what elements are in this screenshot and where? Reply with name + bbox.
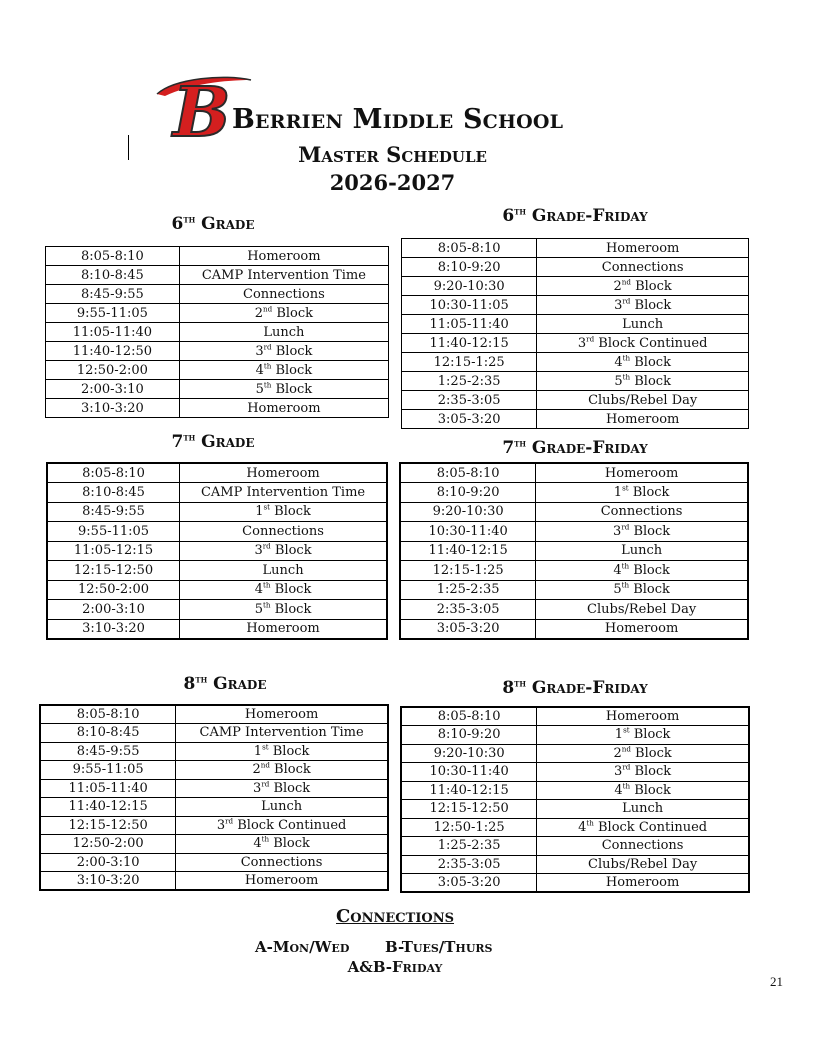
schedule-row bbox=[402, 258, 749, 277]
time-cell: 2:35-3:05 bbox=[402, 391, 537, 410]
time-cell: 11:40-12:50 bbox=[46, 342, 180, 361]
activity-cell: Lunch bbox=[536, 541, 748, 561]
time-cell: 3:05-3:20 bbox=[402, 410, 537, 429]
time-cell: 12:15-1:25 bbox=[400, 561, 536, 581]
activity-cell: 4th Block bbox=[176, 835, 388, 854]
schedule-row bbox=[401, 855, 749, 874]
grade-8-friday-schedule-table bbox=[400, 706, 750, 893]
schedule-row bbox=[400, 502, 748, 522]
time-cell: 9:20-10:30 bbox=[401, 744, 537, 763]
schedule-row bbox=[400, 541, 748, 561]
schedule-row bbox=[400, 522, 748, 542]
schedule-row bbox=[402, 334, 749, 353]
activity-cell: 2nd Block bbox=[176, 761, 388, 780]
activity-cell: Homeroom bbox=[536, 619, 748, 639]
time-cell: 11:05-11:40 bbox=[46, 323, 180, 342]
activity-cell: 4th Block bbox=[179, 361, 388, 380]
activity-cell: CAMP Intervention Time bbox=[179, 266, 388, 285]
activity-cell: 3rd Block bbox=[537, 296, 749, 315]
time-cell: 2:00-3:10 bbox=[40, 853, 176, 872]
schedule-row bbox=[401, 837, 749, 856]
activity-cell: 4th Block bbox=[537, 353, 749, 372]
time-cell: 12:15-12:50 bbox=[40, 816, 176, 835]
activity-cell: 4th Block bbox=[537, 781, 749, 800]
activity-cell: 1st Block bbox=[176, 742, 388, 761]
schedule-row bbox=[46, 304, 389, 323]
time-cell: 3:05-3:20 bbox=[400, 619, 536, 639]
activity-cell: 3rd Block Continued bbox=[537, 334, 749, 353]
activity-cell: CAMP Intervention Time bbox=[176, 724, 388, 743]
grade-8-rows bbox=[40, 705, 388, 890]
time-cell: 9:55-11:05 bbox=[47, 522, 180, 542]
schedule-row bbox=[47, 600, 387, 620]
time-cell: 10:30-11:40 bbox=[400, 522, 536, 542]
activity-cell: Connections bbox=[179, 285, 388, 304]
schedule-row bbox=[47, 463, 387, 483]
time-cell: 1:25-2:35 bbox=[401, 837, 537, 856]
time-cell: 8:45-9:55 bbox=[47, 502, 180, 522]
activity-cell: 3rd Block bbox=[536, 522, 748, 542]
grade-7-title: 7th Grade bbox=[171, 432, 255, 452]
time-cell: 10:30-11:05 bbox=[402, 296, 537, 315]
schedule-row bbox=[402, 410, 749, 429]
schedule-row bbox=[401, 726, 749, 745]
schedule-row bbox=[47, 522, 387, 542]
schedule-row bbox=[400, 483, 748, 503]
schedule-row bbox=[46, 361, 389, 380]
schedule-row bbox=[402, 277, 749, 296]
activity-cell: 4th Block Continued bbox=[537, 818, 749, 837]
time-cell: 9:55-11:05 bbox=[46, 304, 180, 323]
activity-cell: Connections bbox=[537, 837, 749, 856]
activity-cell: Homeroom bbox=[537, 239, 749, 258]
time-cell: 1:25-2:35 bbox=[402, 372, 537, 391]
time-cell: 12:50-2:00 bbox=[47, 580, 180, 600]
schedule-row bbox=[47, 502, 387, 522]
time-cell: 8:05-8:10 bbox=[402, 239, 537, 258]
schedule-row bbox=[401, 874, 749, 893]
connections-title: Connections bbox=[335, 906, 455, 927]
time-cell: 9:20-10:30 bbox=[402, 277, 537, 296]
grade-6-schedule-table bbox=[45, 246, 389, 418]
activity-cell: Connections bbox=[180, 522, 387, 542]
schedule-row bbox=[46, 285, 389, 304]
grade-6-friday-schedule-table bbox=[401, 238, 749, 429]
schedule-row bbox=[401, 818, 749, 837]
activity-cell: Connections bbox=[536, 502, 748, 522]
time-cell: 8:05-8:10 bbox=[40, 705, 176, 724]
time-cell: 12:50-1:25 bbox=[401, 818, 537, 837]
time-cell: 11:05-11:40 bbox=[402, 315, 537, 334]
time-cell: 8:10-8:45 bbox=[47, 483, 180, 503]
schedule-row bbox=[40, 779, 388, 798]
time-cell: 8:05-8:10 bbox=[47, 463, 180, 483]
time-cell: 11:40-12:15 bbox=[400, 541, 536, 561]
time-cell: 3:10-3:20 bbox=[40, 872, 176, 891]
activity-cell: 2nd Block bbox=[537, 277, 749, 296]
activity-cell: 5th Block bbox=[180, 600, 387, 620]
time-cell: 9:55-11:05 bbox=[40, 761, 176, 780]
schedule-row bbox=[46, 247, 389, 266]
activity-cell: Homeroom bbox=[537, 874, 749, 893]
schedule-row bbox=[400, 580, 748, 600]
schedule-row bbox=[40, 761, 388, 780]
schedule-row bbox=[46, 342, 389, 361]
activity-cell: 1st Block bbox=[536, 483, 748, 503]
activity-cell: 3rd Block Continued bbox=[176, 816, 388, 835]
schedule-row bbox=[46, 399, 389, 418]
time-cell: 8:10-9:20 bbox=[401, 726, 537, 745]
time-cell: 12:15-12:50 bbox=[47, 561, 180, 581]
time-cell: 11:05-11:40 bbox=[40, 779, 176, 798]
activity-cell: Homeroom bbox=[176, 872, 388, 891]
schedule-row bbox=[47, 561, 387, 581]
schedule-row bbox=[40, 742, 388, 761]
schedule-row bbox=[46, 323, 389, 342]
activity-cell: Lunch bbox=[537, 800, 749, 819]
schedule-title: Master Schedule bbox=[298, 142, 487, 167]
time-cell: 8:10-8:45 bbox=[40, 724, 176, 743]
activity-cell: Homeroom bbox=[179, 247, 388, 266]
schedule-row bbox=[402, 391, 749, 410]
grade-7-friday-rows bbox=[400, 463, 748, 639]
activity-cell: Clubs/Rebel Day bbox=[537, 855, 749, 874]
time-cell: 10:30-11:40 bbox=[401, 763, 537, 782]
time-cell: 3:10-3:20 bbox=[46, 399, 180, 418]
schedule-row bbox=[402, 372, 749, 391]
text-cursor bbox=[128, 135, 129, 160]
schedule-row bbox=[47, 483, 387, 503]
activity-cell: 3rd Block bbox=[179, 342, 388, 361]
time-cell: 2:35-3:05 bbox=[400, 600, 536, 620]
grade-6-title: 6th Grade bbox=[171, 214, 255, 234]
schedule-row bbox=[401, 707, 749, 726]
schedule-row bbox=[400, 463, 748, 483]
grade-7-schedule-table bbox=[46, 462, 388, 640]
activity-cell: Clubs/Rebel Day bbox=[537, 391, 749, 410]
schedule-row bbox=[40, 872, 388, 891]
time-cell: 3:10-3:20 bbox=[47, 619, 180, 639]
schedule-row bbox=[40, 816, 388, 835]
activity-cell: CAMP Intervention Time bbox=[180, 483, 387, 503]
activity-cell: 3rd Block bbox=[180, 541, 387, 561]
activity-cell: Connections bbox=[176, 853, 388, 872]
activity-cell: 3rd Block bbox=[537, 763, 749, 782]
schedule-row bbox=[402, 353, 749, 372]
grade-8-schedule-table bbox=[39, 704, 389, 891]
time-cell: 8:10-8:45 bbox=[46, 266, 180, 285]
time-cell: 1:25-2:35 bbox=[400, 580, 536, 600]
time-cell: 8:05-8:10 bbox=[400, 463, 536, 483]
schedule-row bbox=[400, 600, 748, 620]
schedule-row bbox=[401, 763, 749, 782]
schedule-row bbox=[400, 561, 748, 581]
activity-cell: Lunch bbox=[180, 561, 387, 581]
schedule-row bbox=[47, 619, 387, 639]
grade-6-rows bbox=[46, 247, 389, 418]
activity-cell: Homeroom bbox=[176, 705, 388, 724]
time-cell: 8:10-9:20 bbox=[402, 258, 537, 277]
activity-cell: Homeroom bbox=[537, 410, 749, 429]
schedule-row bbox=[47, 541, 387, 561]
connections-a-days: A-Mon/Wed bbox=[255, 938, 350, 956]
activity-cell: 1st Block bbox=[537, 726, 749, 745]
grade-8-friday-rows bbox=[401, 707, 749, 892]
activity-cell: 1st Block bbox=[180, 502, 387, 522]
schedule-row bbox=[401, 744, 749, 763]
schedule-row bbox=[400, 619, 748, 639]
grade-8-title: 8th Grade bbox=[183, 674, 267, 694]
time-cell: 12:15-12:50 bbox=[401, 800, 537, 819]
activity-cell: Connections bbox=[537, 258, 749, 277]
schedule-row bbox=[40, 705, 388, 724]
time-cell: 11:40-12:15 bbox=[402, 334, 537, 353]
activity-cell: Homeroom bbox=[180, 463, 387, 483]
logo-letter: B bbox=[173, 73, 231, 142]
time-cell: 8:10-9:20 bbox=[400, 483, 536, 503]
activity-cell: 3rd Block bbox=[176, 779, 388, 798]
schedule-row bbox=[40, 798, 388, 817]
time-cell: 11:05-12:15 bbox=[47, 541, 180, 561]
schedule-row bbox=[40, 853, 388, 872]
schedule-row bbox=[401, 781, 749, 800]
activity-cell: 4th Block bbox=[180, 580, 387, 600]
activity-cell: 5th Block bbox=[179, 380, 388, 399]
activity-cell: Clubs/Rebel Day bbox=[536, 600, 748, 620]
activity-cell: Lunch bbox=[537, 315, 749, 334]
grade-6-friday-rows bbox=[402, 239, 749, 429]
grade-7-friday-schedule-table bbox=[399, 462, 749, 640]
time-cell: 2:35-3:05 bbox=[401, 855, 537, 874]
time-cell: 9:20-10:30 bbox=[400, 502, 536, 522]
activity-cell: 5th Block bbox=[537, 372, 749, 391]
schedule-row bbox=[40, 724, 388, 743]
activity-cell: Homeroom bbox=[536, 463, 748, 483]
connections-ab-days: A&B-Friday bbox=[347, 958, 443, 976]
activity-cell: 2nd Block bbox=[179, 304, 388, 323]
activity-cell: Homeroom bbox=[537, 707, 749, 726]
school-name: Berrien Middle School bbox=[232, 104, 564, 135]
school-year: 2026-2027 bbox=[329, 170, 456, 195]
activity-cell: 4th Block bbox=[536, 561, 748, 581]
schedule-row bbox=[46, 380, 389, 399]
time-cell: 12:50-2:00 bbox=[46, 361, 180, 380]
time-cell: 2:00-3:10 bbox=[46, 380, 180, 399]
grade-7-rows bbox=[47, 463, 387, 639]
grade-8-friday-title: 8th Grade-Friday bbox=[502, 678, 648, 698]
schedule-row bbox=[401, 800, 749, 819]
activity-cell: Homeroom bbox=[179, 399, 388, 418]
time-cell: 8:05-8:10 bbox=[401, 707, 537, 726]
time-cell: 11:40-12:15 bbox=[40, 798, 176, 817]
activity-cell: 5th Block bbox=[536, 580, 748, 600]
activity-cell: Lunch bbox=[176, 798, 388, 817]
schedule-row bbox=[46, 266, 389, 285]
activity-cell: Lunch bbox=[179, 323, 388, 342]
grade-6-friday-title: 6th Grade-Friday bbox=[502, 206, 648, 226]
time-cell: 8:05-8:10 bbox=[46, 247, 180, 266]
activity-cell: Homeroom bbox=[180, 619, 387, 639]
grade-7-friday-title: 7th Grade-Friday bbox=[502, 438, 648, 458]
schedule-row bbox=[402, 315, 749, 334]
schedule-row bbox=[47, 580, 387, 600]
schedule-row bbox=[40, 835, 388, 854]
time-cell: 2:00-3:10 bbox=[47, 600, 180, 620]
page-number: 21 bbox=[770, 974, 783, 989]
schedule-row bbox=[402, 296, 749, 315]
connections-b-days: B-Tues/Thurs bbox=[385, 938, 493, 956]
time-cell: 12:50-2:00 bbox=[40, 835, 176, 854]
time-cell: 8:45-9:55 bbox=[46, 285, 180, 304]
time-cell: 3:05-3:20 bbox=[401, 874, 537, 893]
time-cell: 11:40-12:15 bbox=[401, 781, 537, 800]
time-cell: 8:45-9:55 bbox=[40, 742, 176, 761]
activity-cell: 2nd Block bbox=[537, 744, 749, 763]
time-cell: 12:15-1:25 bbox=[402, 353, 537, 372]
schedule-row bbox=[402, 239, 749, 258]
